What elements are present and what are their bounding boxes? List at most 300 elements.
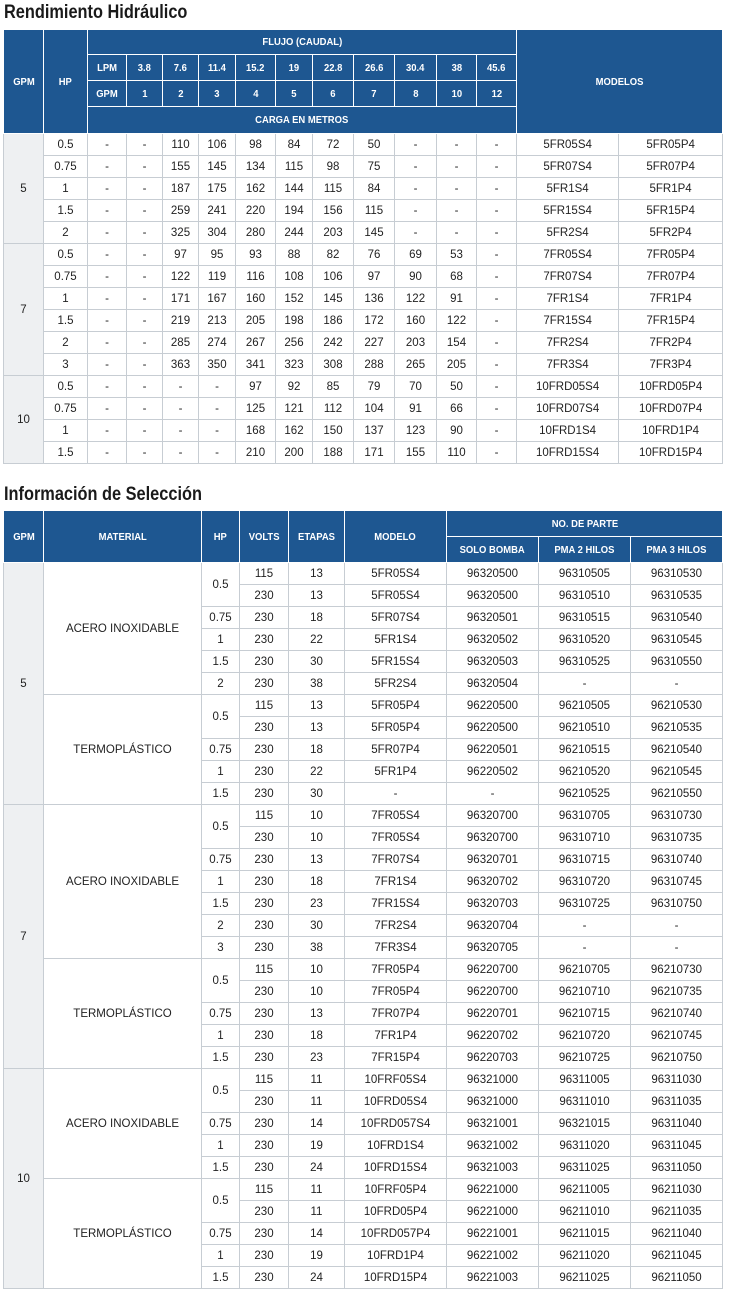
head-value-cell: - [88,288,127,310]
head-value-cell: 187 [163,178,199,200]
stages-cell: 18 [289,607,345,629]
stages-cell: 13 [289,717,345,739]
hp-cell: 1.5 [202,1047,240,1069]
head-value-cell: 66 [437,398,477,420]
head-value-cell: - [127,288,163,310]
hydraulic-performance-table [3,29,723,464]
lpm-value: 11.4 [199,55,236,81]
head-value-cell: - [88,376,127,398]
table-row [4,332,723,354]
pma2-cell: - [539,937,631,959]
model-cell: 5FR07P4 [345,739,447,761]
flow-header: FLUJO (CAUDAL) [88,30,517,55]
head-value-cell: 122 [437,310,477,332]
table-row [4,266,723,288]
model-cell: 5FR07P4 [619,156,723,178]
head-value-cell: - [127,420,163,442]
stages-cell: 23 [289,893,345,915]
lpm-value: 3.8 [127,55,163,81]
head-value-cell: - [127,244,163,266]
head-value-cell: - [88,332,127,354]
model-cell: 5FR05S4 [345,585,447,607]
head-value-cell: - [477,200,517,222]
head-value-cell: 91 [437,288,477,310]
stages-cell: 10 [289,959,345,981]
stages-cell: 23 [289,1047,345,1069]
table-row [4,805,723,827]
head-value-cell: - [127,354,163,376]
head-value-cell: - [127,266,163,288]
stages-cell: 22 [289,761,345,783]
hp-cell: 0.75 [202,849,240,871]
head-value-cell: 241 [199,200,236,222]
model-cell: 10FRD05S4 [517,376,619,398]
model-cell: 7FR07S4 [345,849,447,871]
lpm-value: 38 [437,55,477,81]
part-no-header: NO. DE PARTE [447,511,723,537]
stages-cell: 38 [289,937,345,959]
volts-cell: 230 [240,827,289,849]
pma3-cell: 96210745 [631,1025,723,1047]
head-value-cell: - [127,178,163,200]
model-cell: 7FR15S4 [517,310,619,332]
head-value-cell: 152 [276,288,313,310]
gpm-value: 1 [127,81,163,107]
model-cell: 7FR1S4 [345,871,447,893]
pma2-cell: 96311020 [539,1135,631,1157]
model-cell: 10FRD057S4 [345,1113,447,1135]
head-value-cell: - [88,310,127,332]
pma2-cell: 96311010 [539,1091,631,1113]
stages-cell: 38 [289,673,345,695]
pma3-cell: 96310535 [631,585,723,607]
material-cell: ACERO INOXIDABLE [44,805,202,959]
head-value-cell: 198 [276,310,313,332]
volts-cell: 230 [240,1091,289,1113]
model-cell: 7FR05S4 [345,827,447,849]
head-value-cell: 82 [313,244,354,266]
pma3-cell: 96210740 [631,1003,723,1025]
model-cell: 7FR05S4 [345,805,447,827]
pma3-cell: 96210545 [631,761,723,783]
head-value-cell: 150 [313,420,354,442]
pma3-cell: 96311050 [631,1157,723,1179]
hp-cell: 1 [202,1025,240,1047]
table-row [4,376,723,398]
pma3-cell: 96211050 [631,1267,723,1289]
stages-cell: 24 [289,1267,345,1289]
head-value-cell: 98 [313,156,354,178]
pma3-cell: - [631,937,723,959]
table-row [4,134,723,156]
volts-cell: 230 [240,981,289,1003]
volts-cell: 115 [240,959,289,981]
pump-only-cell: 96321002 [447,1135,539,1157]
head-value-cell: 160 [395,310,437,332]
hp-cell: 1 [202,871,240,893]
hp-cell: 0.75 [202,739,240,761]
model-cell: 5FR2S4 [517,222,619,244]
head-value-cell: 205 [437,354,477,376]
model-cell: 10FRD07S4 [517,398,619,420]
head-value-cell: - [88,156,127,178]
head-value-cell: 145 [313,288,354,310]
head-value-cell: 112 [313,398,354,420]
lpm-value: 45.6 [477,55,517,81]
head-value-cell: - [127,222,163,244]
hp-cell: 1 [44,420,88,442]
stages-cell: 10 [289,981,345,1003]
stages-cell: 13 [289,849,345,871]
head-value-cell: 188 [313,442,354,464]
selection-info-table [3,510,723,1289]
head-value-cell: 274 [199,332,236,354]
hp-cell: 3 [44,354,88,376]
model-cell: 7FR2S4 [517,332,619,354]
material-cell: TERMOPLÁSTICO [44,695,202,805]
head-value-cell: - [127,376,163,398]
head-value-cell: - [127,310,163,332]
head-value-cell: 115 [313,178,354,200]
head-value-cell: 123 [395,420,437,442]
hp-cell: 1.5 [202,783,240,805]
sel-gpm-header: GPM [4,511,44,563]
model-cell: - [345,783,447,805]
head-value-cell: 172 [354,310,395,332]
head-value-cell: 68 [437,266,477,288]
head-value-cell: 84 [354,178,395,200]
model-cell: 7FR07S4 [517,266,619,288]
pma2-cell: 96210705 [539,959,631,981]
model-cell: 10FRD15P4 [345,1267,447,1289]
head-value-cell: 155 [395,442,437,464]
pump-only-cell: 96320500 [447,563,539,585]
model-cell: 5FR15S4 [345,651,447,673]
head-value-cell: 244 [276,222,313,244]
head-value-cell: 167 [199,288,236,310]
head-value-cell: 136 [354,288,395,310]
pma3-cell: 96310750 [631,893,723,915]
head-value-cell: - [88,222,127,244]
hp-cell: 0.5 [202,1179,240,1223]
pump-only-cell: 96220703 [447,1047,539,1069]
head-value-cell: 50 [437,376,477,398]
head-value-cell: 203 [395,332,437,354]
hp-cell: 0.5 [202,1069,240,1113]
model-cell: 7FR07P4 [619,266,723,288]
volts-header: VOLTS [240,511,289,563]
pma2-cell: 96211015 [539,1223,631,1245]
hp-cell: 0.5 [202,695,240,739]
head-value-cell: - [199,442,236,464]
head-value-cell: 93 [236,244,276,266]
model-cell: 10FRD1P4 [345,1245,447,1267]
stages-header: ETAPAS [289,511,345,563]
hp-cell: 2 [44,332,88,354]
gpm-value: 3 [199,81,236,107]
hp-cell: 0.5 [202,563,240,607]
stages-cell: 11 [289,1091,345,1113]
model-cell: 5FR1P4 [619,178,723,200]
volts-cell: 230 [240,1047,289,1069]
pma2-cell: 96210715 [539,1003,631,1025]
pump-only-cell: 96220500 [447,717,539,739]
volts-cell: 230 [240,1025,289,1047]
head-value-cell: 115 [276,156,313,178]
model-cell: 7FR3S4 [345,937,447,959]
gpm-value: 2 [163,81,199,107]
pma2-cell: 96310510 [539,585,631,607]
hp-cell: 1.5 [44,442,88,464]
stages-cell: 10 [289,805,345,827]
pump-only-cell: 96220700 [447,959,539,981]
pma2-cell: 96211005 [539,1179,631,1201]
head-value-cell: 90 [437,420,477,442]
pump-only-cell: 96320700 [447,805,539,827]
hp-cell: 1 [202,629,240,651]
gpm-header: GPM [4,30,44,134]
table-row [4,563,723,585]
hp-cell: 0.75 [202,1113,240,1135]
head-value-cell: 121 [276,398,313,420]
head-value-cell: 350 [199,354,236,376]
pump-only-cell: 96321003 [447,1157,539,1179]
pma2-cell: - [539,673,631,695]
model-cell: 10FRD1P4 [619,420,723,442]
gpm-label: GPM [88,81,127,107]
model-cell: 7FR3S4 [517,354,619,376]
pma3-cell: 96210540 [631,739,723,761]
head-value-cell: 50 [354,134,395,156]
stages-cell: 22 [289,629,345,651]
head-value-cell: 156 [313,200,354,222]
head-value-cell: - [199,398,236,420]
volts-cell: 115 [240,1069,289,1091]
volts-cell: 230 [240,651,289,673]
stages-cell: 18 [289,871,345,893]
model-cell: 7FR1P4 [619,288,723,310]
head-value-cell: 205 [236,310,276,332]
material-cell: TERMOPLÁSTICO [44,1179,202,1289]
lpm-value: 30.4 [395,55,437,81]
pump-only-cell: 96320701 [447,849,539,871]
pump-only-cell: 96221000 [447,1201,539,1223]
hp-cell: 1.5 [44,200,88,222]
head-value-cell: 122 [395,288,437,310]
head-value-cell: 162 [276,420,313,442]
gpm-group-cell: 10 [4,376,44,464]
head-value-cell: 75 [354,156,395,178]
hp-cell: 0.75 [202,607,240,629]
pma2-cell: 96310725 [539,893,631,915]
volts-cell: 230 [240,673,289,695]
hp-cell: 1 [44,288,88,310]
head-value-cell: 265 [395,354,437,376]
table-row [4,959,723,981]
pma3-cell: 96310545 [631,629,723,651]
pump-only-cell: 96220700 [447,981,539,1003]
head-value-cell: - [127,442,163,464]
model-cell: 10FRF05S4 [345,1069,447,1091]
volts-cell: 230 [240,1223,289,1245]
head-value-cell: - [477,310,517,332]
pma3-cell: 96311040 [631,1113,723,1135]
pma2-cell: 96310520 [539,629,631,651]
material-cell: ACERO INOXIDABLE [44,1069,202,1179]
pma3-cell: 96310735 [631,827,723,849]
pump-only-cell: 96220501 [447,739,539,761]
gpm-group-cell: 5 [4,563,44,805]
pump-only-cell: 96320504 [447,673,539,695]
stages-cell: 14 [289,1223,345,1245]
head-value-cell: 76 [354,244,395,266]
volts-cell: 230 [240,1113,289,1135]
hp-cell: 1.5 [202,1157,240,1179]
pma3-cell: 96311035 [631,1091,723,1113]
hp-cell: 2 [202,915,240,937]
model-cell: 10FRD1S4 [517,420,619,442]
stages-cell: 30 [289,651,345,673]
head-value-cell: 145 [354,222,395,244]
pma2-cell: 96321015 [539,1113,631,1135]
stages-cell: 18 [289,739,345,761]
model-cell: 5FR05S4 [345,563,447,585]
stages-cell: 30 [289,783,345,805]
head-value-cell: 134 [236,156,276,178]
head-value-cell: - [437,222,477,244]
head-value-cell: - [199,376,236,398]
head-value-cell: 144 [276,178,313,200]
hp-cell: 3 [202,937,240,959]
gpm-value: 10 [437,81,477,107]
volts-cell: 230 [240,915,289,937]
head-value-cell: - [477,288,517,310]
volts-cell: 230 [240,629,289,651]
pma3-cell: 96311045 [631,1135,723,1157]
head-value-cell: 85 [313,376,354,398]
volts-cell: 230 [240,1157,289,1179]
gpm-value: 8 [395,81,437,107]
gpm-value: 6 [313,81,354,107]
model-cell: 5FR2P4 [619,222,723,244]
head-value-cell: 95 [199,244,236,266]
model-cell: 10FRD15S4 [517,442,619,464]
head-value-cell: - [395,222,437,244]
head-value-cell: 79 [354,376,395,398]
pump-only-cell: 96320703 [447,893,539,915]
hp-cell: 0.75 [44,398,88,420]
table-row [4,244,723,266]
model-cell: 10FRD07P4 [619,398,723,420]
pma3-cell: - [631,673,723,695]
pump-only-cell: 96320704 [447,915,539,937]
head-value-cell: 91 [395,398,437,420]
stages-cell: 24 [289,1157,345,1179]
model-cell: 5FR07S4 [345,607,447,629]
model-cell: 7FR05P4 [345,981,447,1003]
head-value-cell: 53 [437,244,477,266]
stages-cell: 11 [289,1201,345,1223]
stages-cell: 11 [289,1069,345,1091]
head-value-cell: 115 [354,200,395,222]
pma3-header: PMA 3 HILOS [631,537,723,563]
head-value-cell: 97 [354,266,395,288]
head-value-cell: 219 [163,310,199,332]
head-value-cell: 92 [276,376,313,398]
model-cell: 5FR05P4 [345,717,447,739]
head-value-cell: 162 [236,178,276,200]
stages-cell: 18 [289,1025,345,1047]
pump-only-cell: 96320705 [447,937,539,959]
hp-cell: 1 [202,1245,240,1267]
volts-cell: 230 [240,1267,289,1289]
pma2-cell: - [539,915,631,937]
head-value-cell: 242 [313,332,354,354]
model-cell: 7FR07P4 [345,1003,447,1025]
head-value-cell: - [88,354,127,376]
head-value-cell: - [395,200,437,222]
volts-cell: 230 [240,849,289,871]
head-value-cell: 171 [354,442,395,464]
pma3-cell: 96310530 [631,563,723,585]
hp-cell: 0.5 [202,959,240,1003]
head-value-cell: 259 [163,200,199,222]
head-value-cell: - [477,376,517,398]
head-value-cell: - [437,200,477,222]
pma3-cell: 96310550 [631,651,723,673]
pump-only-cell: 96220701 [447,1003,539,1025]
head-value-cell: - [477,420,517,442]
head-value-cell: 154 [437,332,477,354]
head-value-cell: - [477,332,517,354]
volts-cell: 230 [240,1135,289,1157]
head-value-cell: 97 [163,244,199,266]
hp-cell: 1.5 [202,651,240,673]
head-value-cell: 280 [236,222,276,244]
head-value-cell: - [163,442,199,464]
model-cell: 5FR1S4 [517,178,619,200]
head-value-cell: 213 [199,310,236,332]
head-value-cell: 304 [199,222,236,244]
stages-cell: 13 [289,695,345,717]
head-value-cell: 110 [163,134,199,156]
head-value-cell: - [199,420,236,442]
pma3-cell: 96211040 [631,1223,723,1245]
pma2-cell: 96310515 [539,607,631,629]
table-row [4,200,723,222]
head-value-cell: 267 [236,332,276,354]
volts-cell: 230 [240,1003,289,1025]
head-value-cell: 106 [199,134,236,156]
stages-cell: 13 [289,563,345,585]
table-row [4,156,723,178]
table-row [4,288,723,310]
pma3-cell: 96311030 [631,1069,723,1091]
head-value-cell: - [163,398,199,420]
head-value-cell: 125 [236,398,276,420]
lpm-value: 19 [276,55,313,81]
head-value-cell: - [88,442,127,464]
pma2-cell: 96210510 [539,717,631,739]
head-value-cell: 194 [276,200,313,222]
gpm-value: 7 [354,81,395,107]
pma3-cell: 96210530 [631,695,723,717]
head-value-cell: 110 [437,442,477,464]
pma3-cell: 96211030 [631,1179,723,1201]
pump-only-cell: 96321000 [447,1091,539,1113]
hp-cell: 1 [202,1135,240,1157]
head-value-cell: 256 [276,332,313,354]
